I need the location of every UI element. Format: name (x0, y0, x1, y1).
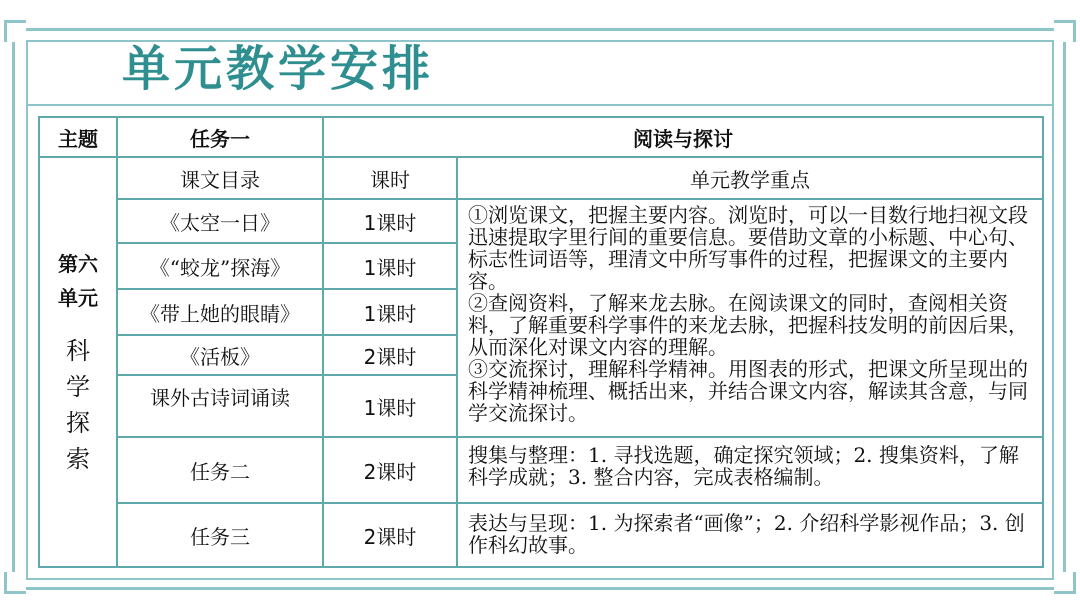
header-row (39, 117, 1043, 157)
focus-paragraph: ③交流探讨，理解科学精神。用图表的形式，把课文所呈现出的科学精神梳理、概括出来，并结合课文内容，解读其含意，与同学交流探讨。 (468, 357, 1028, 425)
hours-header: 课时 (323, 157, 457, 199)
task3-content: 表达与呈现：1. 为探索者“画像”；2. 介绍科学影视作品；3. 创作科幻故事。 (457, 503, 1043, 567)
lesson-hours: 2课时 (323, 335, 457, 375)
corner-ornament (4, 20, 26, 42)
task1-header: 任务一 (117, 117, 323, 157)
task2-hours: 2课时 (323, 437, 457, 503)
lesson-hours: 1课时 (323, 243, 457, 289)
corner-ornament (4, 572, 26, 594)
subheader-row (39, 157, 1043, 199)
focus-content (457, 199, 1043, 437)
lesson-hours: 1课时 (323, 375, 457, 437)
task2-row (39, 437, 1043, 503)
lesson-hours: 1课时 (323, 199, 457, 243)
catalog-header: 课文目录 (117, 157, 323, 199)
table-row (39, 199, 1043, 243)
unit-topic-cell (39, 157, 117, 567)
lesson-title: 《活板》 (117, 335, 323, 375)
unit-number: 第六单元 (58, 252, 98, 310)
focus-header: 单元教学重点 (457, 157, 1043, 199)
lesson-title: 《太空一日》 (117, 199, 323, 243)
focus-paragraph: ②查阅资料，了解来龙去脉。在阅读课文的同时，查阅相关资料，了解重要科学事件的来龙去脉，把握科技发明的前因后果，从而深化对课文内容的理解。 (468, 291, 1028, 359)
lesson-title: 《“蛟龙”探海》 (117, 243, 323, 289)
task3-name: 任务三 (117, 503, 323, 567)
unit-theme: 科学探索 (66, 337, 90, 473)
lesson-hours: 1课时 (323, 289, 457, 335)
title-divider (28, 104, 1052, 106)
task3-row (39, 503, 1043, 567)
corner-ornament (1054, 572, 1076, 594)
lesson-title: 课外古诗词诵读 (117, 375, 323, 437)
topic-header: 主题 (39, 117, 117, 157)
corner-ornament (1054, 20, 1076, 42)
task2-content: 搜集与整理：1. 寻找选题，确定探究领域；2. 搜集资料，了解科学成就；3. 整合内容，完成表格编制。 (457, 437, 1043, 503)
task3-hours: 2课时 (323, 503, 457, 567)
focus-paragraph: ①浏览课文，把握主要内容。浏览时，可以一目数行地扫视文段迅速提取字里行间的重要信息。要借助文章的小标题、中心句、标志性词语等，理清文中所写事件的过程，把握课文的主要内容。 (468, 203, 1028, 293)
lesson-title: 《带上她的眼睛》 (117, 289, 323, 335)
schedule-table (38, 116, 1044, 568)
page-title: 单元教学安排 (122, 41, 435, 97)
task1-name: 阅读与探讨 (323, 117, 1043, 157)
task2-name: 任务二 (117, 437, 323, 503)
